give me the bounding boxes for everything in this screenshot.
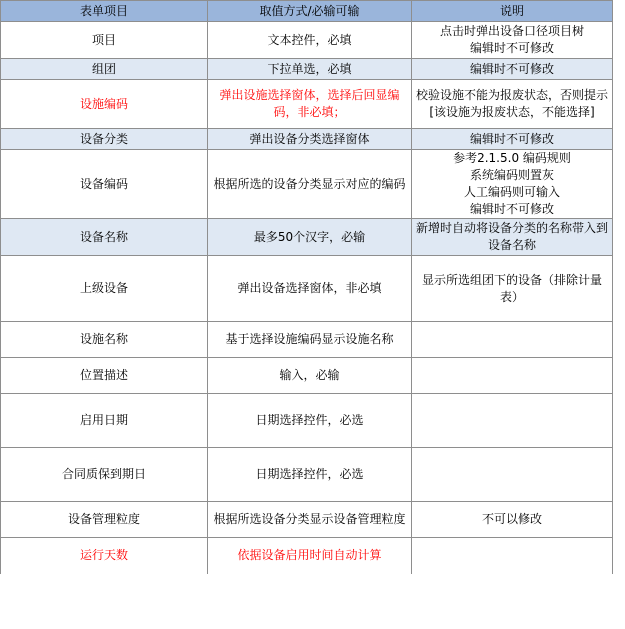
- table-row: [1, 448, 613, 502]
- form-item-cell: 设备分类: [1, 129, 208, 150]
- table-row: [1, 59, 613, 80]
- form-item-cell: 位置描述: [1, 358, 208, 394]
- form-item-cell: 设施编码: [1, 80, 208, 129]
- value-method-cell: 下拉单选，必填: [208, 59, 412, 80]
- header-description: 说明: [412, 1, 613, 22]
- value-method-cell: 文本控件，必填: [208, 22, 412, 59]
- value-method-cell: 弹出设备分类选择窗体: [208, 129, 412, 150]
- description-cell: [412, 22, 613, 59]
- header-value-method: 取值方式/必输可输: [208, 1, 412, 22]
- table-row: [1, 22, 613, 59]
- table-row: [1, 538, 613, 574]
- value-method-cell: 日期选择控件，必选: [208, 394, 412, 448]
- description-line: 不可以修改: [481, 512, 542, 526]
- form-item-cell: 启用日期: [1, 394, 208, 448]
- description-cell: [412, 394, 613, 448]
- description-cell: [412, 322, 613, 358]
- value-method-cell: 输入，必输: [208, 358, 412, 394]
- description-cell: 校验设施不能为报废状态，否则提示[该设施为报废状态，不能选择]: [412, 80, 613, 129]
- header-row: [1, 1, 613, 22]
- form-item-cell: 设备管理粒度: [1, 502, 208, 538]
- table-row: [1, 219, 613, 256]
- description-cell: [412, 502, 613, 538]
- value-method-cell: 弹出设备选择窗体，非必填: [208, 256, 412, 322]
- value-method-cell: 弹出设施选择窗体，选择后回显编码，非必填；: [208, 80, 412, 129]
- table-row: [1, 80, 613, 129]
- table-row: [1, 394, 613, 448]
- form-item-cell: 组团: [1, 59, 208, 80]
- description-line: 人工编码则可输入: [463, 185, 560, 199]
- value-method-cell: 根据所选的设备分类显示对应的编码: [208, 150, 412, 219]
- table-row: [1, 358, 613, 394]
- description-line: 系统编码则置灰: [469, 168, 554, 182]
- value-method-cell: 根据所选设备分类显示设备管理粒度: [208, 502, 412, 538]
- value-method-cell: 日期选择控件，必选: [208, 448, 412, 502]
- form-item-cell: 设施名称: [1, 322, 208, 358]
- description-cell: [412, 150, 613, 219]
- description-cell: 新增时自动将设备分类的名称带入到设备名称: [412, 219, 613, 256]
- form-item-cell: 运行天数: [1, 538, 208, 574]
- value-method-cell: 依据设备启用时间自动计算: [208, 538, 412, 574]
- description-cell: [412, 358, 613, 394]
- table-row: [1, 322, 613, 358]
- description-cell: 显示所选组团下的设备（排除计量表）: [412, 256, 613, 322]
- description-line: 参考2.1.5.0 编码规则: [453, 151, 571, 165]
- value-method-cell: 基于选择设施编码显示设施名称: [208, 322, 412, 358]
- form-item-cell: 上级设备: [1, 256, 208, 322]
- form-item-cell: 设备编码: [1, 150, 208, 219]
- description-cell: [412, 59, 613, 80]
- description-cell: [412, 448, 613, 502]
- form-item-cell: 设备名称: [1, 219, 208, 256]
- description-line: 编辑时不可修改: [469, 41, 554, 55]
- value-method-cell: 最多50个汉字，必输: [208, 219, 412, 256]
- table-row: [1, 129, 613, 150]
- header-form-item: 表单项目: [1, 1, 208, 22]
- description-line: 编辑时不可修改: [469, 202, 554, 216]
- description-cell: [412, 129, 613, 150]
- form-item-cell: 项目: [1, 22, 208, 59]
- description-cell: [412, 538, 613, 574]
- table-row: [1, 502, 613, 538]
- description-line: 编辑时不可修改: [469, 61, 554, 76]
- form-item-cell: 合同质保到期日: [1, 448, 208, 502]
- description-line: 点击时弹出设备口径项目树: [439, 24, 584, 38]
- table-row: [1, 256, 613, 322]
- description-line: 编辑时不可修改: [469, 131, 554, 146]
- table-row: [1, 150, 613, 219]
